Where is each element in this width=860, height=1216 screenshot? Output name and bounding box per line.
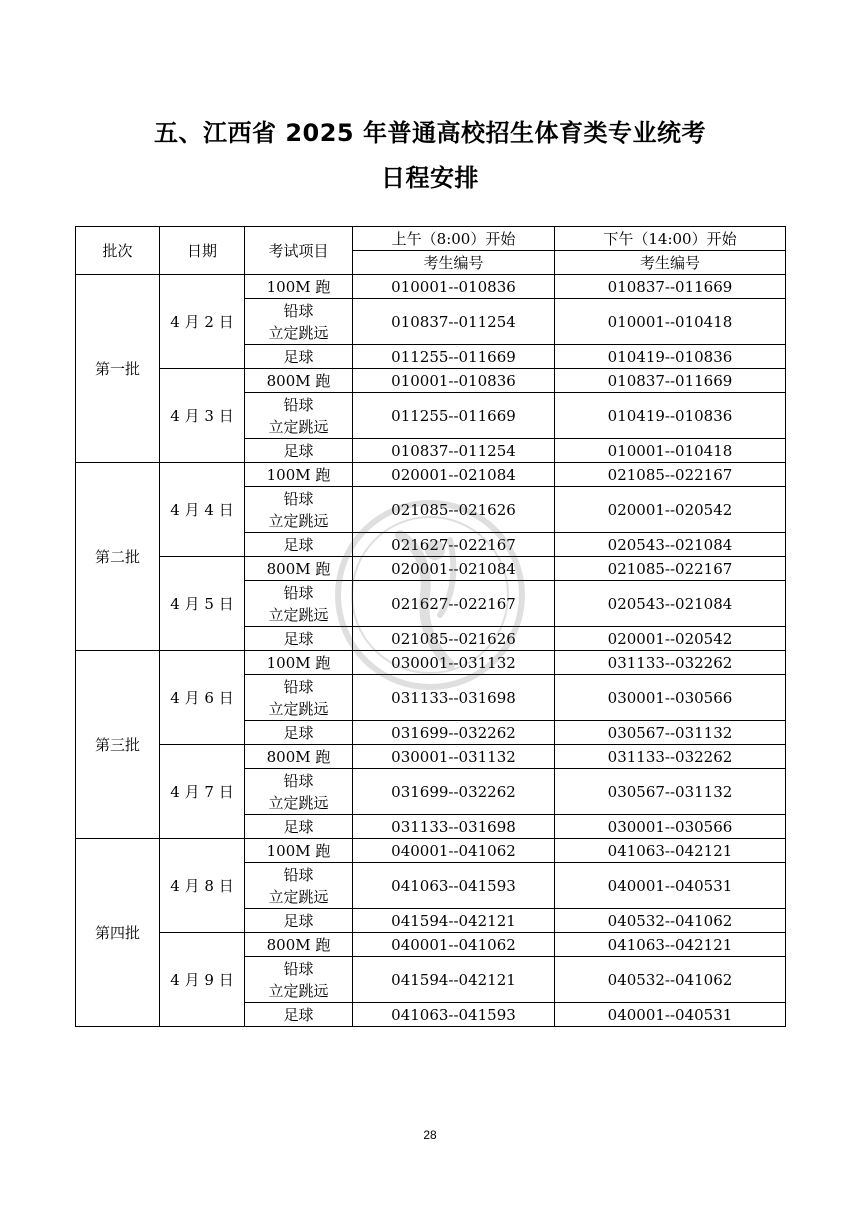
event-cell bbox=[245, 627, 353, 651]
afternoon-range-cell: 020001--020542 bbox=[555, 627, 786, 651]
date-cell: 4 月 3 日 bbox=[160, 369, 245, 463]
morning-range-cell: 011255--011669 bbox=[353, 345, 555, 369]
event-label: 足球 bbox=[283, 1005, 314, 1024]
afternoon-range-cell: 041063--042121 bbox=[555, 933, 786, 957]
event-label: 足球 bbox=[283, 441, 314, 460]
event-cell bbox=[245, 581, 353, 627]
event-cell bbox=[245, 815, 353, 839]
event-cell bbox=[245, 651, 353, 675]
event-label: 800M 跑 bbox=[266, 371, 331, 390]
event-label: 100M 跑 bbox=[266, 277, 331, 296]
table-row bbox=[76, 369, 786, 393]
morning-range-cell: 030001--031132 bbox=[353, 651, 555, 675]
afternoon-range-cell: 010001--010418 bbox=[555, 439, 786, 463]
event-label: 立定跳远 bbox=[268, 417, 329, 436]
event-label: 足球 bbox=[283, 817, 314, 836]
event-label: 铅球 bbox=[283, 959, 314, 978]
morning-range-cell: 021085--021626 bbox=[353, 487, 555, 533]
afternoon-range-cell: 020001--020542 bbox=[555, 487, 786, 533]
afternoon-range-cell: 030001--030566 bbox=[555, 675, 786, 721]
event-label: 铅球 bbox=[283, 583, 314, 602]
morning-range-cell: 040001--041062 bbox=[353, 933, 555, 957]
event-cell bbox=[245, 463, 353, 487]
event-label: 800M 跑 bbox=[266, 747, 331, 766]
header-afternoon-sub: 考生编号 bbox=[555, 251, 786, 275]
afternoon-range-cell: 041063--042121 bbox=[555, 839, 786, 863]
event-label: 100M 跑 bbox=[266, 465, 331, 484]
batch-cell: 第二批 bbox=[76, 463, 160, 651]
event-cell bbox=[245, 393, 353, 439]
event-cell bbox=[245, 769, 353, 815]
schedule-body bbox=[76, 275, 786, 1027]
table-row bbox=[76, 651, 786, 675]
event-label: 100M 跑 bbox=[266, 653, 331, 672]
event-label: 立定跳远 bbox=[268, 511, 329, 530]
morning-range-cell: 010001--010836 bbox=[353, 275, 555, 299]
page-number: 28 bbox=[423, 1128, 437, 1142]
event-label: 立定跳远 bbox=[268, 981, 329, 1000]
event-cell bbox=[245, 275, 353, 299]
header-event: 考试项目 bbox=[245, 227, 353, 275]
event-label: 足球 bbox=[283, 911, 314, 930]
event-label: 立定跳远 bbox=[268, 887, 329, 906]
event-label: 铅球 bbox=[283, 771, 314, 790]
header-morning: 上午（8:00）开始 bbox=[353, 227, 555, 251]
morning-range-cell: 041594--042121 bbox=[353, 909, 555, 933]
header-date: 日期 bbox=[160, 227, 245, 275]
afternoon-range-cell: 010419--010836 bbox=[555, 393, 786, 439]
batch-cell: 第三批 bbox=[76, 651, 160, 839]
morning-range-cell: 031699--032262 bbox=[353, 769, 555, 815]
morning-range-cell: 010001--010836 bbox=[353, 369, 555, 393]
event-cell bbox=[245, 345, 353, 369]
event-label: 足球 bbox=[283, 723, 314, 742]
date-cell: 4 月 8 日 bbox=[160, 839, 245, 933]
table-row bbox=[76, 557, 786, 581]
event-label: 立定跳远 bbox=[268, 699, 329, 718]
afternoon-range-cell: 040532--041062 bbox=[555, 957, 786, 1003]
header-batch: 批次 bbox=[76, 227, 160, 275]
afternoon-range-cell: 021085--022167 bbox=[555, 557, 786, 581]
event-cell bbox=[245, 839, 353, 863]
document-subtitle: 日程安排 bbox=[381, 164, 479, 192]
table-row bbox=[76, 839, 786, 863]
morning-range-cell: 011255--011669 bbox=[353, 393, 555, 439]
event-label: 铅球 bbox=[283, 865, 314, 884]
event-label: 足球 bbox=[283, 347, 314, 366]
afternoon-range-cell: 040001--040531 bbox=[555, 1003, 786, 1027]
schedule-table bbox=[75, 226, 786, 1027]
afternoon-range-cell: 040001--040531 bbox=[555, 863, 786, 909]
afternoon-range-cell: 030567--031132 bbox=[555, 769, 786, 815]
event-cell bbox=[245, 533, 353, 557]
event-cell bbox=[245, 487, 353, 533]
date-cell: 4 月 6 日 bbox=[160, 651, 245, 745]
morning-range-cell: 031699--032262 bbox=[353, 721, 555, 745]
morning-range-cell: 041594--042121 bbox=[353, 957, 555, 1003]
event-label: 铅球 bbox=[283, 677, 314, 696]
event-label: 立定跳远 bbox=[268, 323, 329, 342]
afternoon-range-cell: 020543--021084 bbox=[555, 581, 786, 627]
afternoon-range-cell: 040532--041062 bbox=[555, 909, 786, 933]
event-label: 铅球 bbox=[283, 301, 314, 320]
event-cell bbox=[245, 1003, 353, 1027]
morning-range-cell: 021627--022167 bbox=[353, 581, 555, 627]
event-cell bbox=[245, 933, 353, 957]
event-cell bbox=[245, 721, 353, 745]
event-label: 足球 bbox=[283, 629, 314, 648]
event-label: 立定跳远 bbox=[268, 793, 329, 812]
table-row bbox=[76, 745, 786, 769]
date-cell: 4 月 5 日 bbox=[160, 557, 245, 651]
morning-range-cell: 010837--011254 bbox=[353, 439, 555, 463]
table-row bbox=[76, 275, 786, 299]
event-label: 立定跳远 bbox=[268, 605, 329, 624]
header-morning-sub: 考生编号 bbox=[353, 251, 555, 275]
event-cell bbox=[245, 957, 353, 1003]
table-row bbox=[76, 933, 786, 957]
date-cell: 4 月 2 日 bbox=[160, 275, 245, 369]
morning-range-cell: 020001--021084 bbox=[353, 463, 555, 487]
event-cell bbox=[245, 863, 353, 909]
batch-cell: 第四批 bbox=[76, 839, 160, 1027]
morning-range-cell: 030001--031132 bbox=[353, 745, 555, 769]
afternoon-range-cell: 010419--010836 bbox=[555, 345, 786, 369]
morning-range-cell: 031133--031698 bbox=[353, 675, 555, 721]
afternoon-range-cell: 010837--011669 bbox=[555, 275, 786, 299]
event-label: 足球 bbox=[283, 535, 314, 554]
event-cell bbox=[245, 299, 353, 345]
morning-range-cell: 041063--041593 bbox=[353, 1003, 555, 1027]
table-row bbox=[76, 463, 786, 487]
date-cell: 4 月 9 日 bbox=[160, 933, 245, 1027]
date-cell: 4 月 7 日 bbox=[160, 745, 245, 839]
batch-cell: 第一批 bbox=[76, 275, 160, 463]
document-title: 五、江西省 2025 年普通高校招生体育类专业统考 bbox=[153, 119, 706, 147]
event-cell bbox=[245, 439, 353, 463]
afternoon-range-cell: 030567--031132 bbox=[555, 721, 786, 745]
event-label: 100M 跑 bbox=[266, 841, 331, 860]
header-afternoon: 下午（14:00）开始 bbox=[555, 227, 786, 251]
afternoon-range-cell: 021085--022167 bbox=[555, 463, 786, 487]
event-cell bbox=[245, 557, 353, 581]
afternoon-range-cell: 030001--030566 bbox=[555, 815, 786, 839]
event-cell bbox=[245, 909, 353, 933]
morning-range-cell: 021627--022167 bbox=[353, 533, 555, 557]
morning-range-cell: 040001--041062 bbox=[353, 839, 555, 863]
afternoon-range-cell: 031133--032262 bbox=[555, 745, 786, 769]
event-label: 铅球 bbox=[283, 395, 314, 414]
afternoon-range-cell: 031133--032262 bbox=[555, 651, 786, 675]
afternoon-range-cell: 010001--010418 bbox=[555, 299, 786, 345]
morning-range-cell: 041063--041593 bbox=[353, 863, 555, 909]
afternoon-range-cell: 020543--021084 bbox=[555, 533, 786, 557]
date-cell: 4 月 4 日 bbox=[160, 463, 245, 557]
event-cell bbox=[245, 369, 353, 393]
event-cell bbox=[245, 675, 353, 721]
morning-range-cell: 031133--031698 bbox=[353, 815, 555, 839]
afternoon-range-cell: 010837--011669 bbox=[555, 369, 786, 393]
morning-range-cell: 021085--021626 bbox=[353, 627, 555, 651]
event-cell bbox=[245, 745, 353, 769]
morning-range-cell: 020001--021084 bbox=[353, 557, 555, 581]
event-label: 800M 跑 bbox=[266, 935, 331, 954]
morning-range-cell: 010837--011254 bbox=[353, 299, 555, 345]
event-label: 铅球 bbox=[283, 489, 314, 508]
event-label: 800M 跑 bbox=[266, 559, 331, 578]
